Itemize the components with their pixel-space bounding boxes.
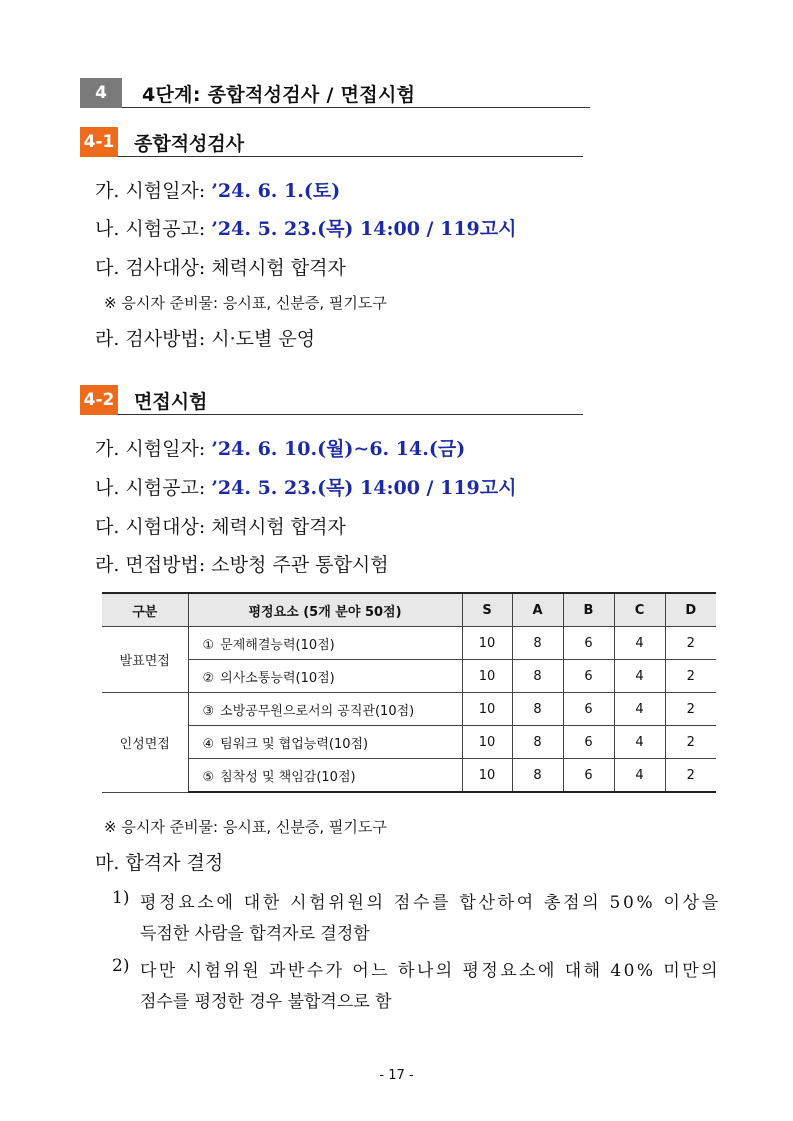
score-b: 6 <box>563 627 614 660</box>
interview-score-table <box>102 592 716 793</box>
element-name: 팀워크 및 협업능력(10점) <box>220 736 369 752</box>
table-row <box>102 726 716 759</box>
subsection-2-underline <box>118 414 583 415</box>
element-name: 문제해결능력(10점) <box>220 637 335 653</box>
group-presentation: 발표면접 <box>102 627 188 693</box>
element-name: 소방공무원으로서의 공직관(10점) <box>220 703 415 719</box>
score-s: 10 <box>462 627 512 660</box>
subsection-1-badge <box>80 127 118 157</box>
score-d: 2 <box>665 660 716 693</box>
sub1-item-target: 다. 검사대상: 체력시험 합격자 <box>95 257 346 279</box>
score-a: 8 <box>512 726 563 759</box>
item-label: 나. 시험공고: <box>95 477 212 499</box>
decision-item-1-num: 1) <box>112 888 130 908</box>
decision-item-1-line1: 평정요소에 대한 시험위원의 점수를 합산하여 총점의 50% 이상을 <box>140 893 721 913</box>
score-c: 4 <box>614 660 665 693</box>
score-b: 6 <box>563 660 614 693</box>
sub1-note: ※ 응시자 준비물: 응시표, 신분증, 필기도구 <box>104 294 387 312</box>
subsection-2-badge <box>80 385 118 415</box>
element-cell <box>188 660 462 693</box>
score-a: 8 <box>512 660 563 693</box>
score-a: 8 <box>512 693 563 726</box>
item-value: ’24. 5. 23.(목) 14:00 / 119고시 <box>211 477 517 499</box>
item-value: ’24. 6. 1.(토) <box>211 180 341 202</box>
header-b: B <box>563 593 614 627</box>
score-b: 6 <box>563 693 614 726</box>
table-header-row <box>102 593 716 627</box>
item-label: 가. 시험일자: <box>95 438 212 460</box>
subsection-1-title: 종합적성검사 <box>134 133 245 155</box>
decision-item-2-num: 2) <box>112 956 130 976</box>
page-number: - 17 - <box>379 1068 414 1083</box>
section-title: 4단계: 종합적성검사 / 면접시험 <box>142 84 416 106</box>
score-a: 8 <box>512 759 563 793</box>
decision-item-2-line2: 점수를 평정한 경우 불합격으로 함 <box>140 992 392 1012</box>
table-row <box>102 693 716 726</box>
element-mark: ① <box>202 637 215 653</box>
decision-label: 마. 합격자 결정 <box>95 852 224 874</box>
score-c: 4 <box>614 759 665 793</box>
element-mark: ③ <box>202 703 215 719</box>
section-number-badge <box>80 78 122 108</box>
item-label: 나. 시험공고: <box>95 218 212 240</box>
subsection-1-underline <box>118 156 583 157</box>
decision-item-2-line1: 다만 시험위원 과반수가 어느 하나의 평정요소에 대해 40% 미만의 <box>140 961 721 981</box>
element-name: 침착성 및 책임감(10점) <box>220 769 356 785</box>
table-row <box>102 627 716 660</box>
header-element: 평정요소 (5개 분야 50점) <box>188 593 462 627</box>
score-s: 10 <box>462 726 512 759</box>
subsection-1-number: 4-1 <box>83 132 115 152</box>
score-b: 6 <box>563 759 614 793</box>
score-a: 8 <box>512 627 563 660</box>
sub2-item-date <box>95 434 465 461</box>
section-number: 4 <box>95 83 107 103</box>
header-d: D <box>665 593 716 627</box>
header-a: A <box>512 593 563 627</box>
sub1-item-date <box>95 176 340 203</box>
element-cell <box>188 627 462 660</box>
sub2-item-method: 라. 면접방법: 소방청 주관 통합시험 <box>95 554 389 576</box>
element-cell <box>188 693 462 726</box>
subsection-2-title: 면접시험 <box>134 391 208 413</box>
score-b: 6 <box>563 726 614 759</box>
table-row <box>102 759 716 793</box>
sub2-item-target: 다. 시험대상: 체력시험 합격자 <box>95 516 346 538</box>
header-s: S <box>462 593 512 627</box>
score-s: 10 <box>462 693 512 726</box>
element-mark: ② <box>202 670 215 686</box>
sub2-item-notice <box>95 473 516 500</box>
element-cell <box>188 759 462 793</box>
sub1-item-method: 라. 검사방법: 시·도별 운영 <box>95 328 316 350</box>
score-c: 4 <box>614 693 665 726</box>
item-label: 가. 시험일자: <box>95 180 212 202</box>
score-s: 10 <box>462 759 512 793</box>
table-row <box>102 660 716 693</box>
score-d: 2 <box>665 726 716 759</box>
element-cell <box>188 726 462 759</box>
element-mark: ④ <box>202 736 215 752</box>
score-d: 2 <box>665 627 716 660</box>
header-c: C <box>614 593 665 627</box>
header-category: 구분 <box>102 593 188 627</box>
item-value: ’24. 6. 10.(월)∼6. 14.(금) <box>211 438 466 460</box>
sub2-note: ※ 응시자 준비물: 응시표, 신분증, 필기도구 <box>104 818 387 836</box>
element-name: 의사소통능력(10점) <box>220 670 335 686</box>
group-personality: 인성면접 <box>102 693 188 793</box>
score-d: 2 <box>665 693 716 726</box>
section-underline <box>122 107 590 108</box>
element-mark: ⑤ <box>202 769 215 785</box>
score-s: 10 <box>462 660 512 693</box>
decision-item-1-line2: 득점한 사람을 합격자로 결정함 <box>140 924 370 944</box>
score-d: 2 <box>665 759 716 793</box>
score-c: 4 <box>614 726 665 759</box>
item-value: ’24. 5. 23.(목) 14:00 / 119고시 <box>211 218 517 240</box>
score-c: 4 <box>614 627 665 660</box>
subsection-2-number: 4-2 <box>83 390 115 410</box>
sub1-item-notice <box>95 214 516 241</box>
